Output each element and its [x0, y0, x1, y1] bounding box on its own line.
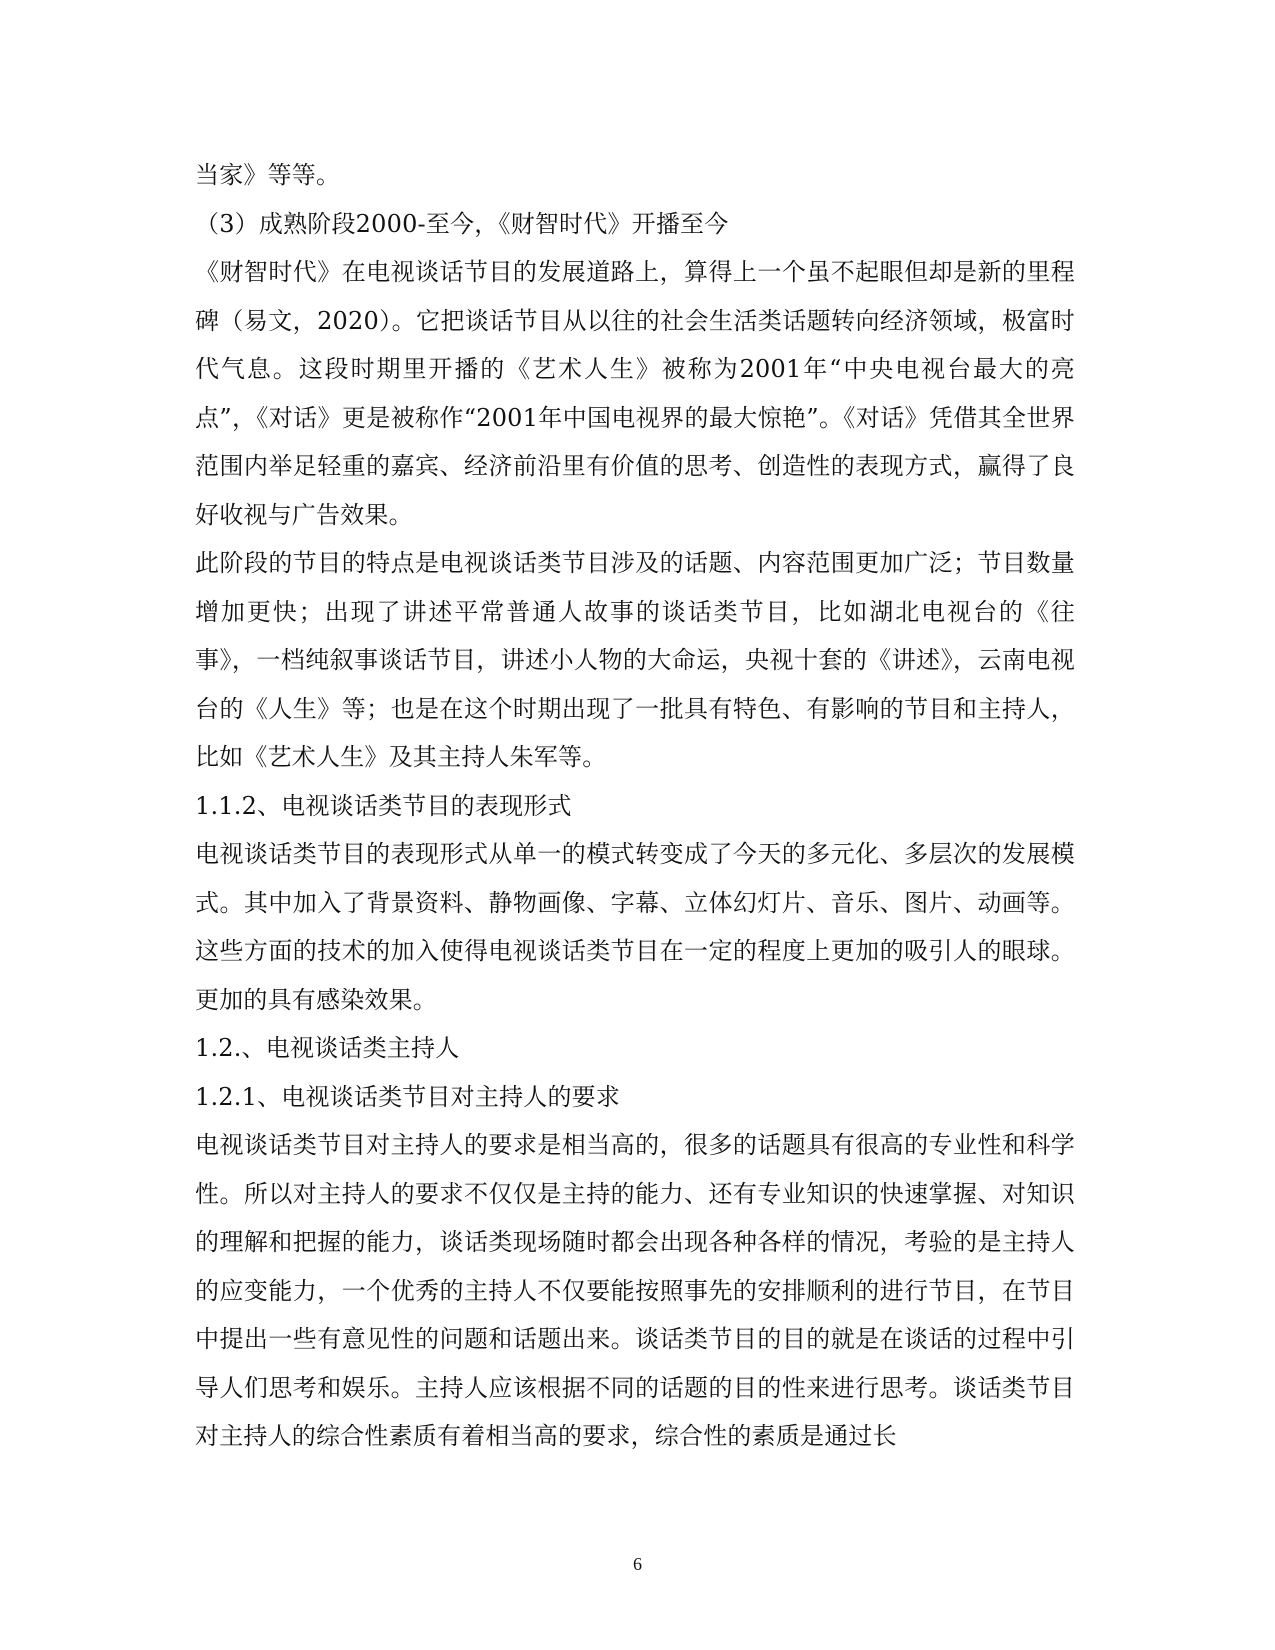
- subheading-mature-stage: （3）成熟阶段2000-至今，《财智时代》开播至今: [195, 209, 729, 238]
- paragraph-caizhi-shidai: 《财智时代》在电视谈话节目的发展道路上，算得上一个虽不起眼但却是新的里程碑（易文，2020）。它把谈话节目从以往的社会生活类话题转向经济领域，极富时代气息。这段时期里开播的《艺术人生》被称为2001年“中央电视台最大的亮点”，《对话》更是被称作“2001年中国电视界的最大惊艳”。《对话》凭借其全世界范围内举足轻重的嘉宾、经济前沿里有价值的思考、创造性的表现方式，赢得了良好收视与广告效果。: [195, 258, 1075, 529]
- paragraph-continuation: 当家》等等。: [195, 161, 341, 189]
- body-text: [195, 151, 1075, 1461]
- paragraph-presentation-forms: 电视谈话类节目的表现形式从单一的模式转变成了今天的多元化、多层次的发展模式。其中加入了背景资料、静物画像、字幕、立体幻灯片、音乐、图片、动画等。这些方面的技术的加入使得电视谈话类节目在一定的程度上更加的吸引人的眼球。更加的具有感染效果。: [195, 840, 1075, 1014]
- page-number: 6: [633, 1554, 642, 1574]
- section-heading-1-1-2: 1.1.2、电视谈话类节目的表现形式: [195, 791, 572, 820]
- section-heading-1-2: 1.2.、电视谈话类主持人: [195, 1034, 460, 1062]
- paragraph-stage-features: 此阶段的节目的特点是电视谈话类节目涉及的话题、内容范围更加广泛；节目数量增加更快；出现了讲述平常普通人故事的谈话类节目，比如湖北电视台的《往事》，一档纯叙事谈话节目，讲述小人物的大命运，央视十套的《讲述》，云南电视台的《人生》等；也是在这个时期出现了一批具有特色、有影响的节目和主持人，比如《艺术人生》及其主持人朱军等。: [195, 549, 1075, 771]
- paragraph-host-requirements: 电视谈话类节目对主持人的要求是相当高的，很多的话题具有很高的专业性和科学性。所以对主持人的要求不仅仅是主持的能力、还有专业知识的快速掌握、对知识的理解和把握的能力，谈话类现场随时都会出现各种各样的情况，考验的是主持人的应变能力，一个优秀的主持人不仅要能按照事先的安排顺利的进行节目，在节目中提出一些有意见性的问题和话题出来。谈话类节目的目的就是在谈话的过程中引导人们思考和娱乐。主持人应该根据不同的话题的目的性来进行思考。谈话类节目对主持人的综合性素质有着相当高的要求，综合性的素质是通过长: [195, 1131, 1075, 1450]
- section-heading-1-2-1: 1.2.1、电视谈话类节目对主持人的要求: [195, 1082, 621, 1111]
